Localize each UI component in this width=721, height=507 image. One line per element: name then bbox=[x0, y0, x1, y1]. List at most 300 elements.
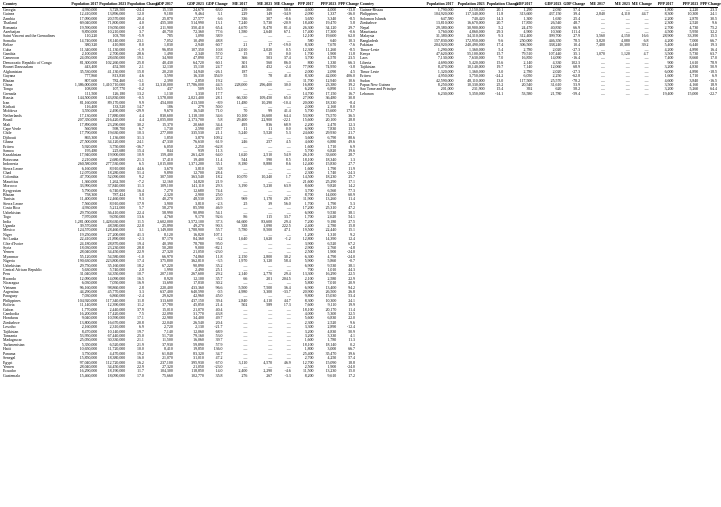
value-cell: 16,290 bbox=[325, 272, 337, 277]
value-cell: — bbox=[243, 193, 248, 198]
value-cell: 222.5 bbox=[273, 224, 292, 228]
value-cell: 10.0 bbox=[126, 347, 145, 351]
value-cell: 22,980 bbox=[162, 316, 173, 321]
value-cell: — bbox=[601, 60, 605, 65]
value-cell: 3,750,000 bbox=[98, 145, 126, 149]
value-cell: 14,820 bbox=[174, 180, 205, 184]
value-cell: 30.8 bbox=[348, 96, 355, 101]
value-cell: 1,740 bbox=[315, 171, 338, 175]
value-cell: 47.2 bbox=[337, 206, 356, 210]
value-cell: 4,600 bbox=[304, 140, 314, 145]
value-cell: 9,610 bbox=[315, 374, 338, 378]
value-cell: -14.1 bbox=[486, 92, 505, 96]
value-cell: — bbox=[243, 166, 248, 171]
value-cell: 78.5 bbox=[562, 39, 581, 43]
value-cell: 65.0 bbox=[283, 96, 291, 101]
value-cell: 380,320 bbox=[84, 43, 98, 48]
country-cell: Senegal bbox=[2, 356, 70, 360]
value-cell: 17,880,000 bbox=[107, 113, 126, 118]
value-cell: 277,000 bbox=[160, 131, 173, 136]
value-cell: 3,700 bbox=[292, 189, 315, 193]
column-header: Country bbox=[359, 2, 423, 8]
value-cell: 21,050 bbox=[174, 250, 205, 254]
value-cell: 66,970 bbox=[162, 254, 173, 259]
value-cell: 350,410 bbox=[191, 25, 204, 30]
value-cell: — bbox=[286, 69, 291, 74]
value-cell: 17.0 bbox=[699, 56, 718, 60]
value-cell: 312,400 bbox=[519, 34, 533, 39]
value-cell: 39.7 bbox=[205, 338, 224, 342]
value-cell: 307 bbox=[266, 16, 273, 21]
value-cell: 9,670 bbox=[145, 109, 174, 113]
value-cell: 10,330,000 bbox=[454, 83, 485, 87]
value-cell: 41.8 bbox=[273, 74, 292, 78]
value-cell: 2,130 bbox=[195, 325, 204, 330]
value-cell: 2,940 bbox=[195, 43, 204, 48]
value-cell: 29,620 bbox=[145, 294, 174, 298]
value-cell: 410,800 bbox=[112, 43, 126, 48]
value-cell: 22.5 bbox=[348, 272, 355, 277]
value-cell: 758,300 bbox=[84, 193, 98, 198]
value-cell: 67.1 bbox=[273, 30, 292, 34]
value-cell: 44.3 bbox=[337, 268, 356, 272]
value-cell: 67.2 bbox=[337, 242, 356, 246]
value-cell: 4,930,000 bbox=[81, 8, 98, 12]
value-cell: — bbox=[273, 250, 292, 254]
country-cell: Thailand bbox=[2, 21, 70, 25]
value-cell: 14,940 bbox=[193, 69, 204, 74]
value-cell: 18,140,000 bbox=[98, 39, 126, 43]
value-cell: 9.2 bbox=[138, 175, 144, 180]
value-cell: — bbox=[223, 233, 248, 237]
value-cell: 29.3 bbox=[215, 184, 223, 189]
value-cell: 11.7 bbox=[137, 369, 144, 374]
country-cell: Cambodia bbox=[2, 312, 70, 316]
value-cell: — bbox=[223, 356, 248, 360]
value-cell: 2,850 bbox=[195, 78, 204, 83]
value-cell: 104,920,000 bbox=[423, 12, 454, 16]
value-cell: — bbox=[644, 16, 649, 21]
value-cell: 2,680,000 bbox=[109, 157, 126, 162]
value-cell: 18,230 bbox=[325, 175, 337, 180]
country-cell: Georgia bbox=[3, 8, 16, 12]
value-cell: 13,690 bbox=[162, 281, 173, 286]
value-cell: 15,000 bbox=[674, 92, 699, 96]
value-cell: 1,490 bbox=[164, 52, 173, 57]
value-cell: 17,786,000 bbox=[174, 83, 205, 87]
country-cell: Pakistan bbox=[360, 43, 374, 48]
value-cell: — bbox=[273, 347, 292, 351]
value-cell: -21.7 bbox=[214, 325, 223, 330]
value-cell: 25,290 bbox=[315, 180, 338, 184]
value-cell: 4,600 bbox=[304, 8, 314, 12]
value-cell: 207,350,000 bbox=[70, 118, 98, 122]
value-cell: 35,530,000 bbox=[79, 69, 98, 74]
value-cell: 2,160,000 bbox=[81, 325, 98, 330]
value-cell: 12,300 bbox=[292, 48, 315, 52]
value-cell: 111,500 bbox=[70, 92, 98, 96]
value-cell: 92.6 bbox=[205, 215, 224, 219]
value-cell: -24.2 bbox=[486, 74, 505, 78]
country-cell: Malaysia bbox=[360, 34, 375, 39]
value-cell: 190,630,000 bbox=[70, 259, 98, 263]
value-cell: 50.9 bbox=[337, 330, 356, 334]
value-cell: — bbox=[601, 87, 605, 92]
column-header: ME 2023 bbox=[248, 2, 273, 8]
value-cell: 28.6 bbox=[137, 52, 144, 57]
value-cell: 1,780 bbox=[315, 338, 338, 342]
value-cell: 33,390 bbox=[687, 34, 699, 39]
value-cell: 1,730 bbox=[145, 127, 174, 131]
value-cell: 8,910,000 bbox=[109, 201, 126, 206]
value-cell: 4.7 bbox=[643, 52, 649, 57]
value-cell: 95.0 bbox=[205, 242, 224, 246]
value-cell: 96,160,000 bbox=[70, 286, 98, 290]
value-cell: 6,790 bbox=[315, 136, 338, 140]
value-cell: 195,480 bbox=[84, 149, 98, 153]
value-cell: 21.4 bbox=[205, 303, 224, 307]
country-cell: Guinea-Bissau bbox=[360, 8, 383, 12]
value-cell: 28.4 bbox=[205, 171, 224, 175]
value-cell: 60.7 bbox=[215, 43, 223, 48]
value-cell: 1,990 bbox=[145, 268, 174, 272]
value-cell: 10,300 bbox=[619, 43, 630, 48]
value-cell: 503 bbox=[248, 56, 273, 60]
value-cell: 1,360,000 bbox=[454, 48, 485, 52]
value-cell: -0.6 bbox=[337, 30, 356, 34]
value-cell: 31,040,000 bbox=[79, 272, 98, 277]
value-cell: 865,300 bbox=[70, 136, 98, 140]
value-cell: 2,140 bbox=[523, 60, 533, 65]
value-cell: 2,250 bbox=[533, 74, 562, 78]
value-cell: 8,300 bbox=[649, 12, 674, 16]
value-cell: — bbox=[286, 210, 291, 215]
value-cell: 47.1 bbox=[283, 228, 291, 233]
value-cell: 7,560,000 bbox=[81, 201, 98, 206]
value-cell: 104,920,000 bbox=[77, 298, 98, 303]
value-cell: 201 bbox=[248, 277, 273, 281]
value-cell: 37.9 bbox=[137, 307, 144, 312]
value-cell: — bbox=[243, 245, 248, 250]
value-cell: 136.0 bbox=[205, 347, 224, 351]
column-header: ME 2017 bbox=[223, 2, 248, 8]
value-cell: 16,600 bbox=[261, 113, 273, 118]
value-cell: 9,050,000 bbox=[98, 215, 126, 219]
value-cell: 16.5 bbox=[215, 87, 223, 92]
value-cell: — bbox=[243, 334, 248, 339]
value-cell: — bbox=[248, 39, 273, 43]
value-cell: — bbox=[268, 307, 273, 312]
value-cell: 19,250,000 bbox=[70, 233, 98, 237]
value-cell: 77.3 bbox=[337, 189, 356, 193]
value-cell: 313,600 bbox=[504, 12, 533, 16]
value-cell: 12,460,000 bbox=[98, 197, 126, 201]
value-cell: 395,930 bbox=[191, 360, 204, 365]
value-cell: 34,900 bbox=[145, 56, 174, 60]
value-cell: — bbox=[644, 8, 649, 12]
value-cell: 5,300 bbox=[315, 312, 338, 316]
value-cell: 15.0 bbox=[348, 369, 355, 374]
value-cell: — bbox=[625, 78, 630, 83]
value-cell: 3,550,000 bbox=[70, 109, 98, 113]
value-cell: 10.9 bbox=[126, 153, 145, 157]
country-cell: Madagascar bbox=[2, 338, 70, 342]
country-cell: Somalia bbox=[2, 39, 70, 43]
country-cell: Solomon Islands bbox=[360, 16, 387, 21]
value-cell: 6.7 bbox=[126, 127, 145, 131]
value-cell: — bbox=[268, 149, 273, 153]
value-cell: 11 bbox=[223, 127, 248, 131]
value-cell: 24,470 bbox=[521, 25, 533, 30]
value-cell: 392 bbox=[526, 87, 533, 92]
value-cell: 836 bbox=[266, 122, 273, 127]
country-cell: Rwanda bbox=[2, 277, 70, 281]
value-cell: 41.3 bbox=[126, 233, 145, 237]
value-cell: 3,500 bbox=[649, 83, 674, 87]
value-cell: 2,140 bbox=[238, 272, 248, 277]
value-cell: 27.5 bbox=[348, 219, 355, 224]
value-cell: 9.6 bbox=[337, 321, 356, 325]
value-cell: — bbox=[248, 356, 273, 360]
value-cell: 1,337 bbox=[315, 12, 338, 16]
value-cell: — bbox=[243, 316, 248, 321]
value-cell: 88.6 bbox=[337, 136, 356, 140]
value-cell: 211,900 bbox=[160, 25, 173, 30]
value-cell: 73,570 bbox=[325, 113, 337, 118]
country-cell: Nicaragua bbox=[3, 281, 19, 286]
value-cell: 2,100 bbox=[292, 277, 315, 281]
value-cell: 3.1 bbox=[138, 228, 144, 233]
value-cell: — bbox=[644, 60, 649, 65]
value-cell: 2,400 bbox=[238, 369, 248, 374]
value-cell: 2,640 bbox=[248, 30, 273, 34]
value-cell: -8.9 bbox=[205, 101, 224, 105]
value-cell: -24.3 bbox=[337, 171, 356, 175]
value-cell: 11,140,000 bbox=[70, 303, 98, 307]
value-cell: 23,290,000 bbox=[107, 122, 126, 127]
value-cell: 10,140,000 bbox=[98, 330, 126, 334]
value-cell: 12.3 bbox=[348, 122, 355, 127]
value-cell: 77.6 bbox=[205, 30, 224, 34]
value-cell: 40.4 bbox=[215, 307, 223, 312]
value-cell: 22.4 bbox=[137, 210, 144, 215]
value-cell: 3.8 bbox=[138, 193, 144, 198]
country-cell: Sudan bbox=[360, 78, 370, 83]
value-cell: 22,440 bbox=[325, 228, 337, 233]
value-cell: 18.2 bbox=[137, 263, 144, 268]
value-cell: 9.3 bbox=[126, 197, 145, 201]
value-cell: 204.5 bbox=[273, 277, 292, 281]
value-cell: — bbox=[601, 8, 605, 12]
value-cell: 2,700 bbox=[292, 356, 315, 360]
value-cell: 4,110 bbox=[606, 12, 631, 16]
value-cell: — bbox=[286, 334, 291, 339]
value-cell: 39.6 bbox=[348, 351, 355, 356]
value-cell: 10,290 bbox=[248, 101, 273, 105]
value-cell: 21,600 bbox=[292, 180, 315, 184]
value-cell: 17,940,000 bbox=[70, 153, 98, 157]
value-cell: -27.3 bbox=[562, 48, 581, 52]
value-cell: 2,020 bbox=[552, 69, 562, 74]
value-cell: 2,020 bbox=[248, 48, 273, 52]
column-header: PPP 2023 bbox=[674, 2, 699, 8]
value-cell: — bbox=[273, 39, 292, 43]
value-cell: 5,260 bbox=[689, 87, 699, 92]
value-cell: — bbox=[601, 78, 605, 83]
value-cell: 1,830 bbox=[164, 43, 173, 48]
value-cell: 22,410,000 bbox=[79, 237, 98, 242]
value-cell: 313,600 bbox=[160, 298, 173, 303]
value-cell: 6,030,000 bbox=[81, 281, 98, 286]
value-cell: -13.0 bbox=[346, 8, 355, 12]
value-cell: 1,330 bbox=[174, 92, 205, 96]
value-cell: 4,500 bbox=[649, 30, 674, 34]
value-cell: 19.7 bbox=[126, 330, 145, 334]
value-cell: — bbox=[248, 330, 273, 334]
value-cell: 22,040 bbox=[145, 321, 174, 325]
value-cell: 41,130,000 bbox=[107, 69, 126, 74]
country-cell: Brunei Darussalam bbox=[2, 65, 70, 69]
value-cell: 94.2 bbox=[337, 286, 356, 290]
value-cell: 2,020 bbox=[533, 48, 562, 52]
value-cell: — bbox=[248, 136, 273, 140]
value-cell: 4,900 bbox=[504, 30, 533, 34]
value-cell: 19,900,000 bbox=[98, 153, 126, 157]
value-cell: 0.5 bbox=[217, 290, 223, 294]
value-cell: 19,500 bbox=[302, 228, 314, 233]
value-cell: 2,100,000 bbox=[81, 52, 98, 57]
value-cell: 67,220 bbox=[162, 263, 173, 268]
value-cell: -36.7 bbox=[126, 145, 145, 149]
value-cell: 109.2 bbox=[205, 136, 224, 140]
value-cell: 11.9 bbox=[348, 166, 355, 171]
value-cell: 3,300 bbox=[304, 325, 314, 330]
value-cell: — bbox=[631, 83, 650, 87]
value-cell: 90.3 bbox=[205, 224, 224, 228]
value-cell: 1,118,100 bbox=[188, 113, 204, 118]
value-cell: 509 bbox=[197, 87, 204, 92]
value-cell: 157,830,000 bbox=[423, 39, 454, 43]
value-cell: 21.3 bbox=[137, 157, 144, 162]
value-cell: — bbox=[243, 307, 248, 312]
value-cell: 34,120,000 bbox=[107, 140, 126, 145]
value-cell: 15,600 bbox=[292, 118, 315, 122]
country-cell: Tunisia bbox=[2, 197, 70, 201]
value-cell: 5,860 bbox=[315, 259, 338, 263]
value-cell: 443,400 bbox=[70, 65, 98, 69]
value-cell: 4,160 bbox=[674, 83, 699, 87]
value-cell: 560,900 bbox=[70, 127, 98, 131]
value-cell: 240,490,000 bbox=[465, 43, 485, 48]
value-cell: -2.4 bbox=[273, 65, 292, 69]
value-cell: 4,790 bbox=[327, 254, 337, 259]
value-cell: — bbox=[243, 281, 248, 286]
country-cell: Brazil bbox=[2, 118, 70, 122]
value-cell: 3.8 bbox=[217, 166, 223, 171]
value-cell: 6.9 bbox=[699, 74, 718, 78]
value-cell: 14,500 bbox=[302, 175, 314, 180]
value-cell: 60.9 bbox=[348, 193, 355, 198]
value-cell: 261,420 bbox=[174, 153, 205, 157]
value-cell: — bbox=[581, 83, 606, 87]
country-cell: Liberia bbox=[360, 60, 372, 65]
value-cell: 3,300 bbox=[263, 290, 273, 294]
value-cell: 173.7 bbox=[337, 109, 356, 113]
value-cell: 5,630,000 bbox=[70, 268, 98, 272]
value-cell: — bbox=[268, 316, 273, 321]
value-cell: 2,055,000 bbox=[145, 118, 174, 122]
value-cell: 12,160 bbox=[145, 180, 174, 184]
value-cell: 51.4 bbox=[126, 171, 145, 175]
value-cell: 1,800 bbox=[292, 347, 315, 351]
value-cell: 6,440 bbox=[689, 43, 699, 48]
value-cell: — bbox=[273, 242, 292, 246]
value-cell: 1,149,000 bbox=[157, 228, 173, 233]
value-cell: — bbox=[248, 242, 273, 246]
value-cell: 307,500 bbox=[160, 175, 173, 180]
value-cell: 13,260 bbox=[315, 197, 338, 201]
value-cell: 18,340 bbox=[325, 157, 337, 162]
value-cell: 237,100 bbox=[160, 360, 173, 365]
value-cell: 5,700 bbox=[304, 149, 314, 153]
value-cell: 6,160,000 bbox=[81, 166, 98, 171]
value-cell: 2,510 bbox=[248, 153, 273, 157]
value-cell: 8.0 bbox=[138, 43, 144, 48]
value-cell: 1.3 bbox=[350, 157, 355, 162]
value-cell: 44.5 bbox=[205, 83, 224, 87]
value-cell: 124,570,000 bbox=[77, 228, 98, 233]
country-cell: Kenya bbox=[360, 52, 371, 57]
value-cell: -1.0 bbox=[137, 254, 144, 259]
value-cell: 15.6 bbox=[496, 60, 504, 65]
value-cell: 24.1 bbox=[348, 298, 355, 303]
value-cell: — bbox=[223, 39, 248, 43]
value-cell: 3,500 bbox=[664, 52, 674, 57]
value-cell: 2,780 bbox=[504, 48, 533, 52]
value-cell: 81,300,000 bbox=[79, 60, 98, 65]
value-cell: 12,700 bbox=[174, 171, 205, 175]
value-cell: 4,570 bbox=[315, 56, 338, 60]
value-cell: -4.8 bbox=[348, 245, 355, 250]
column-header: GDP 2023 bbox=[174, 2, 205, 8]
country-cell: Zimbabwe bbox=[2, 321, 70, 325]
value-cell: 2,150 bbox=[238, 254, 248, 259]
value-cell: 1,371,200 bbox=[174, 162, 205, 166]
value-cell: 437 bbox=[166, 87, 173, 92]
value-cell: 4,110 bbox=[263, 298, 273, 303]
value-cell: 1.7 bbox=[285, 175, 291, 180]
value-cell: 86 bbox=[223, 215, 248, 219]
value-cell: 2,900 bbox=[195, 193, 204, 198]
value-cell: 21.9 bbox=[137, 342, 144, 347]
country-cell: Panama bbox=[3, 351, 16, 356]
value-cell: 4.5 bbox=[350, 69, 355, 74]
value-cell: 47,330 bbox=[162, 140, 173, 145]
value-cell: 172,950,000 bbox=[454, 39, 485, 43]
value-cell: 3,190 bbox=[238, 184, 248, 189]
value-cell: 16,850 bbox=[504, 56, 533, 60]
value-cell: 2,290 bbox=[263, 369, 273, 374]
value-cell: 29.3 bbox=[486, 30, 505, 34]
value-cell: 637,400 bbox=[160, 290, 173, 294]
value-cell: -59.4 bbox=[562, 92, 581, 96]
country-cell: Moldova bbox=[2, 109, 70, 113]
value-cell: 22.8 bbox=[126, 224, 145, 228]
country-cell: Niger bbox=[2, 233, 70, 237]
value-cell: 16,330 bbox=[174, 74, 205, 78]
value-cell: 17,200 bbox=[292, 206, 315, 210]
value-cell: 8,920 bbox=[145, 277, 174, 281]
